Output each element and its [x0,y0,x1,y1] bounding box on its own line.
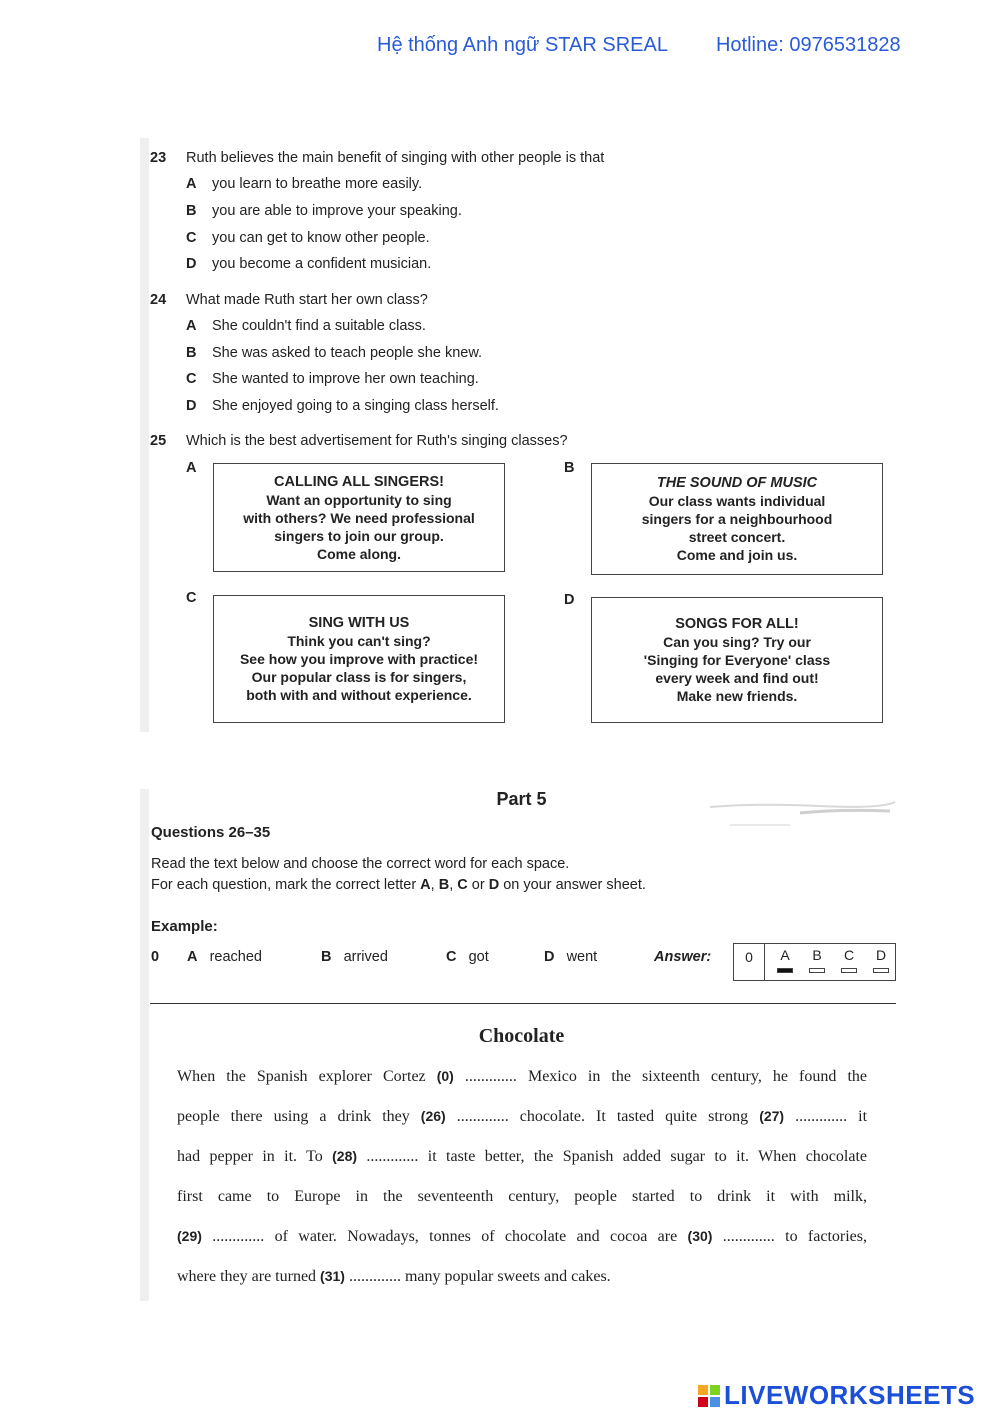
story-line: people there using a drink they (26) ............. chocolate. It tasted quite strong (27) ............. it [177,1108,868,1125]
answer-letter-c: C [843,947,855,963]
ad-letter-d: D [564,592,575,608]
example-label: Example: [151,918,218,935]
example-number: 0 [151,949,160,965]
story-line: When the Spanish explorer Cortez (0) ............. Mexico in the sixteenth century, he found the [177,1068,868,1085]
advertisement-b[interactable]: THE SOUND OF MUSIC Our class wants individual singers for a neighbourhood street concert. Come and join us. [591,463,883,575]
question-stem: Ruth believes the main benefit of singing with other people is that [186,150,605,166]
header-hotline: Hotline: 0976531828 [715,34,901,56]
story-line: had pepper in it. To (28) ............. it taste better, the Spanish added sugar to it. When chocolate [177,1148,867,1165]
option-b[interactable]: B She was asked to teach people she knew. [186,345,483,361]
answer-mark-c[interactable] [841,968,857,973]
answer-mark-d[interactable] [873,968,889,973]
instruction-line-1: Read the text below and choose the correct word for each space. [151,856,570,872]
option-b[interactable]: B you are able to improve your speaking. [186,203,462,219]
option-a[interactable]: A She couldn't find a suitable class. [186,318,426,334]
question-number: 24 [150,292,167,308]
questions-range: Questions 26–35 [151,824,271,841]
header-org: Hệ thống Anh ngữ STAR SREAL [377,34,668,56]
example-option-b: B arrived [321,949,388,965]
option-d[interactable]: D She enjoyed going to a singing class herself. [186,398,499,414]
option-d[interactable]: D you become a confident musician. [186,256,432,272]
left-margin-bar [140,138,149,732]
answer-number: 0 [734,944,765,980]
ad-letter-a: A [186,460,197,476]
example-option-d: D went [544,949,598,965]
ad-letter-b: B [564,460,575,476]
logo-text: LIVEWORKSHEETS [724,1380,976,1410]
divider-line [150,1003,896,1004]
instruction-line-2: For each question, mark the correct letter A, B, C or D on your answer sheet. [151,877,646,893]
answer-sheet-box [733,943,896,981]
answer-mark-a[interactable] [777,968,793,973]
answer-letter-b: B [812,947,822,963]
liveworksheets-logo [698,1380,975,1411]
page-header [377,34,901,57]
example-option-c: C got [446,949,489,965]
story-title: Chocolate [478,1025,565,1047]
example-option-a: A reached [187,949,262,965]
answer-letter-a: A [780,947,790,963]
answer-label: Answer: [654,949,712,965]
story-line: first came to Europe in the seventeenth century, people started to drink it with milk, [177,1188,867,1205]
answer-mark-b[interactable] [809,968,825,973]
part-title: Part 5 [496,789,547,809]
question-stem: What made Ruth start her own class? [186,292,428,308]
question-number: 23 [150,150,167,166]
question-stem: Which is the best advertisement for Ruth's singing classes? [186,433,568,449]
advertisement-d[interactable]: SONGS FOR ALL! Can you sing? Try our 'Singing for Everyone' class every week and find out! Make new friends. [591,597,883,723]
advertisement-a[interactable]: CALLING ALL SINGERS! Want an opportunity to sing with others? We need professional singers to join our group. Come along. [213,463,505,572]
logo-mark-icon [698,1385,720,1407]
ad-letter-c: C [186,590,197,606]
answer-letter-d: D [875,947,887,963]
option-c[interactable]: C She wanted to improve her own teaching. [186,371,479,387]
advertisement-c[interactable]: SING WITH US Think you can't sing? See how you improve with practice! Our popular class is for singers, both with and without experience. [213,595,505,723]
story-line: (29) ............. of water. Nowadays, tonnes of chocolate and cocoa are (30) ............. to factories, [177,1228,867,1245]
story-line: where they are turned (31) ............. many popular sweets and cakes. [177,1268,611,1285]
question-number: 25 [150,433,167,449]
option-a[interactable]: A you learn to breathe more easily. [186,176,423,192]
option-c[interactable]: C you can get to know other people. [186,230,430,246]
